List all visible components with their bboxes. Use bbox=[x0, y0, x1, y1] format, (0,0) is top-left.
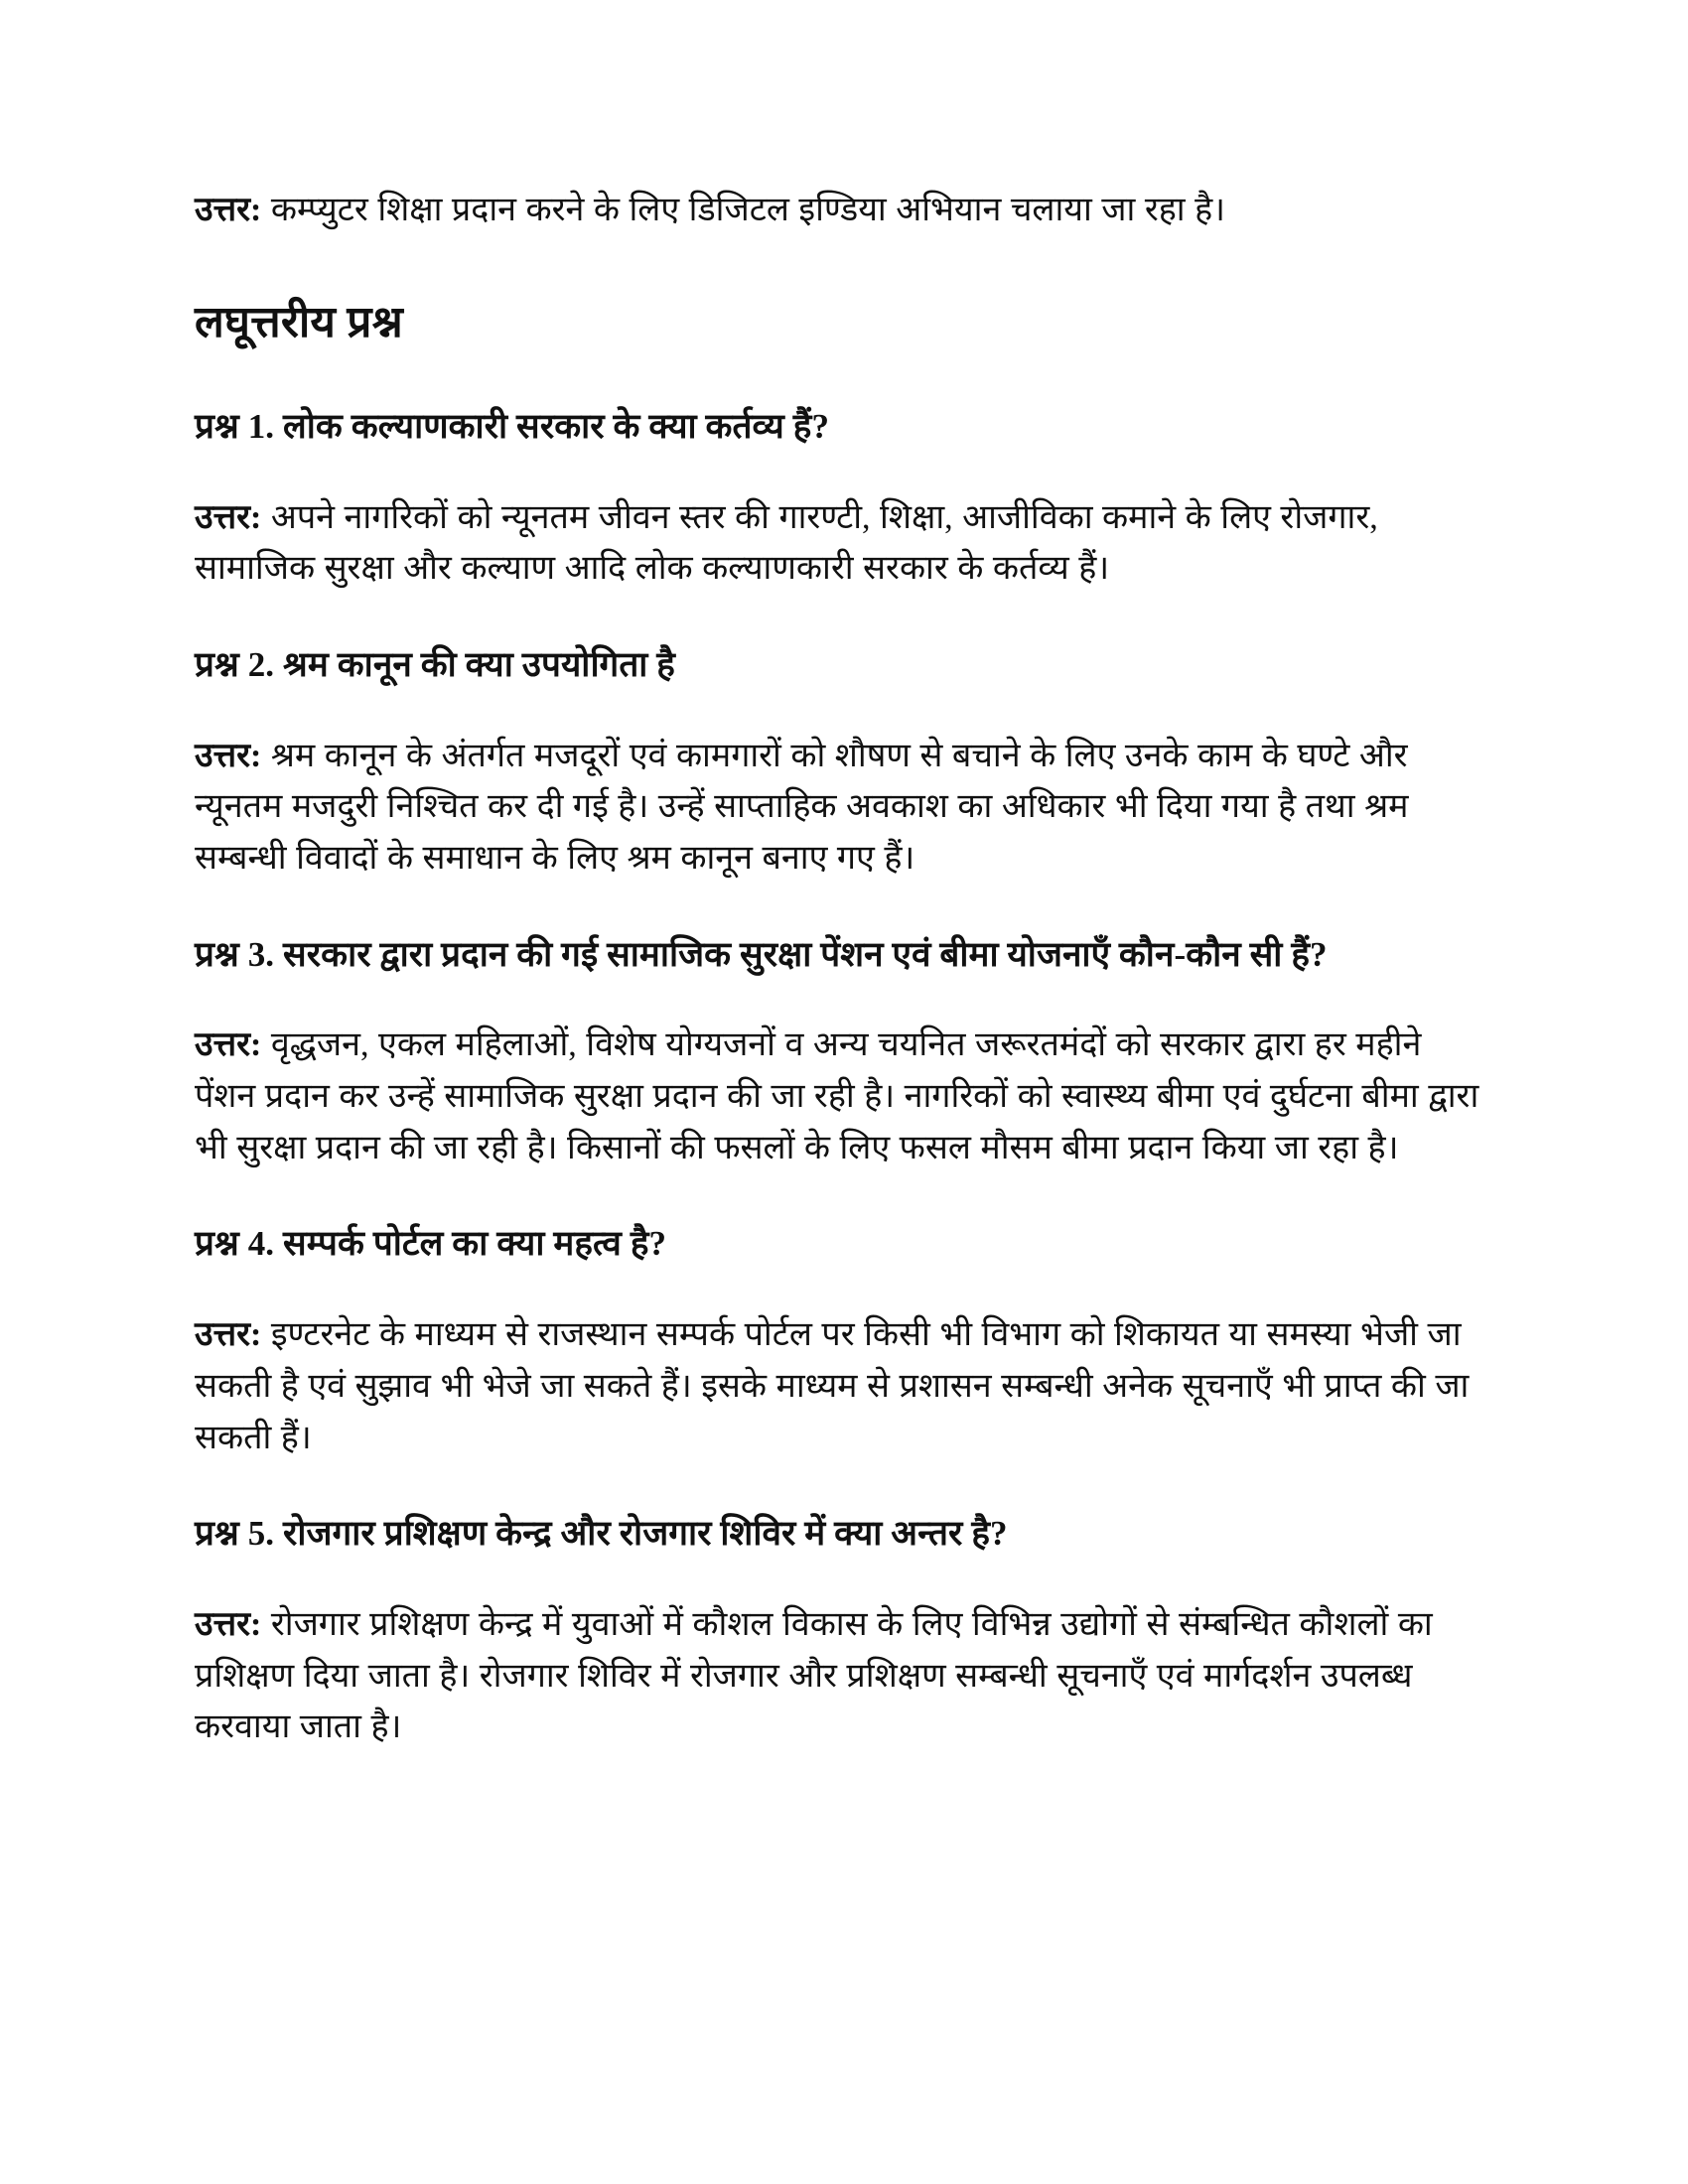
answer-5-text: रोजगार प्रशिक्षण केन्द्र में युवाओं में कौशल विकास के लिए विभिन्न उद्योगों से संम्बन्धित कौशलों का प्रशिक्षण दिया जाता है। रोजगार शिविर में रोजगार और प्रशिक्षण सम्बन्धी सूचनाएँ एवं मार्गदर्शन उपलब्ध करवाया जाता है। bbox=[195, 1606, 1433, 1746]
intro-answer-paragraph bbox=[195, 185, 1485, 236]
qa-block-3 bbox=[195, 930, 1485, 1174]
answer-4-label: उत्तर: bbox=[195, 1316, 262, 1354]
question-1: प्रश्न 1. लोक कल्याणकारी सरकार के क्या कर्तव्य हैं? bbox=[195, 406, 830, 446]
qa-block-5 bbox=[195, 1509, 1485, 1753]
question-3: प्रश्न 3. सरकार द्वारा प्रदान की गई सामाजिक सुरक्षा पेंशन एवं बीमा योजनाएँ कौन-कौन सी हैं? bbox=[195, 934, 1328, 974]
answer-1-text: अपने नागरिकों को न्यूनतम जीवन स्तर की गारण्टी, शिक्षा, आजीविका कमाने के लिए रोजगार, सामाजिक सुरक्षा और कल्याण आदि लोक कल्याणकारी सरकार के कर्तव्य हैं। bbox=[195, 498, 1378, 588]
answer-4-text: इण्टरनेट के माध्यम से राजस्थान सम्पर्क पोर्टल पर किसी भी विभाग को शिकायत या समस्या भेजी जा सकती है एवं सुझाव भी भेजे जा सकते हैं। इसके माध्यम से प्रशासन सम्बन्धी अनेक सूचनाएँ भी प्राप्त की जा सकती हैं। bbox=[195, 1316, 1470, 1456]
question-2: प्रश्न 2. श्रम कानून की क्या उपयोगिता है bbox=[195, 644, 675, 684]
answer-3 bbox=[195, 1020, 1485, 1173]
document-body bbox=[195, 185, 1485, 1753]
answer-2 bbox=[195, 731, 1485, 885]
qa-block-4 bbox=[195, 1219, 1485, 1463]
answer-4 bbox=[195, 1309, 1485, 1463]
answer-3-text: वृद्धजन, एकल महिलाओं, विशेष योग्यजनों व अन्य चयनित जरूरतमंदों को सरकार द्वारा हर महीने पेंशन प्रदान कर उन्हें सामाजिक सुरक्षा प्रदान की जा रही है। नागरिकों को स्वास्थ्य बीमा एवं दुर्घटना बीमा द्वारा भी सुरक्षा प्रदान की जा रही है। किसानों की फसलों के लिए फसल मौसम बीमा प्रदान किया जा रहा है। bbox=[195, 1026, 1479, 1166]
answer-1-label: उत्तर: bbox=[195, 498, 262, 536]
answer-2-label: उत्तर: bbox=[195, 737, 262, 774]
answer-1 bbox=[195, 492, 1485, 595]
answer-5 bbox=[195, 1599, 1485, 1753]
intro-answer-text: कम्प्युटर शिक्षा प्रदान करने के लिए डिजिटल इण्डिया अभियान चलाया जा रहा है। bbox=[261, 192, 1226, 228]
answer-2-text: श्रम कानून के अंतर्गत मजदूरों एवं कामगारों को शौषण से बचाने के लिए उनके काम के घण्टे और न्यूनतम मजदुरी निश्चित कर दी गई है। उन्हें साप्ताहिक अवकाश का अधिकार भी दिया गया है तथा श्रम सम्बन्धी विवादों के समाधान के लिए श्रम कानून बनाए गए हैं। bbox=[195, 737, 1409, 878]
qa-block-2 bbox=[195, 640, 1485, 885]
intro-answer-label: उत्तर: bbox=[195, 192, 262, 228]
qa-block-1 bbox=[195, 402, 1485, 595]
answer-5-label: उत्तर: bbox=[195, 1606, 262, 1643]
answer-3-label: उत्तर: bbox=[195, 1026, 262, 1064]
question-4: प्रश्न 4. सम्पर्क पोर्टल का क्या महत्व है? bbox=[195, 1224, 667, 1264]
question-5: प्रश्न 5. रोजगार प्रशिक्षण केन्द्र और रोजगार शिविर में क्या अन्तर है? bbox=[195, 1514, 1008, 1554]
section-heading: लघूत्तरीय प्रश्न bbox=[195, 297, 403, 346]
